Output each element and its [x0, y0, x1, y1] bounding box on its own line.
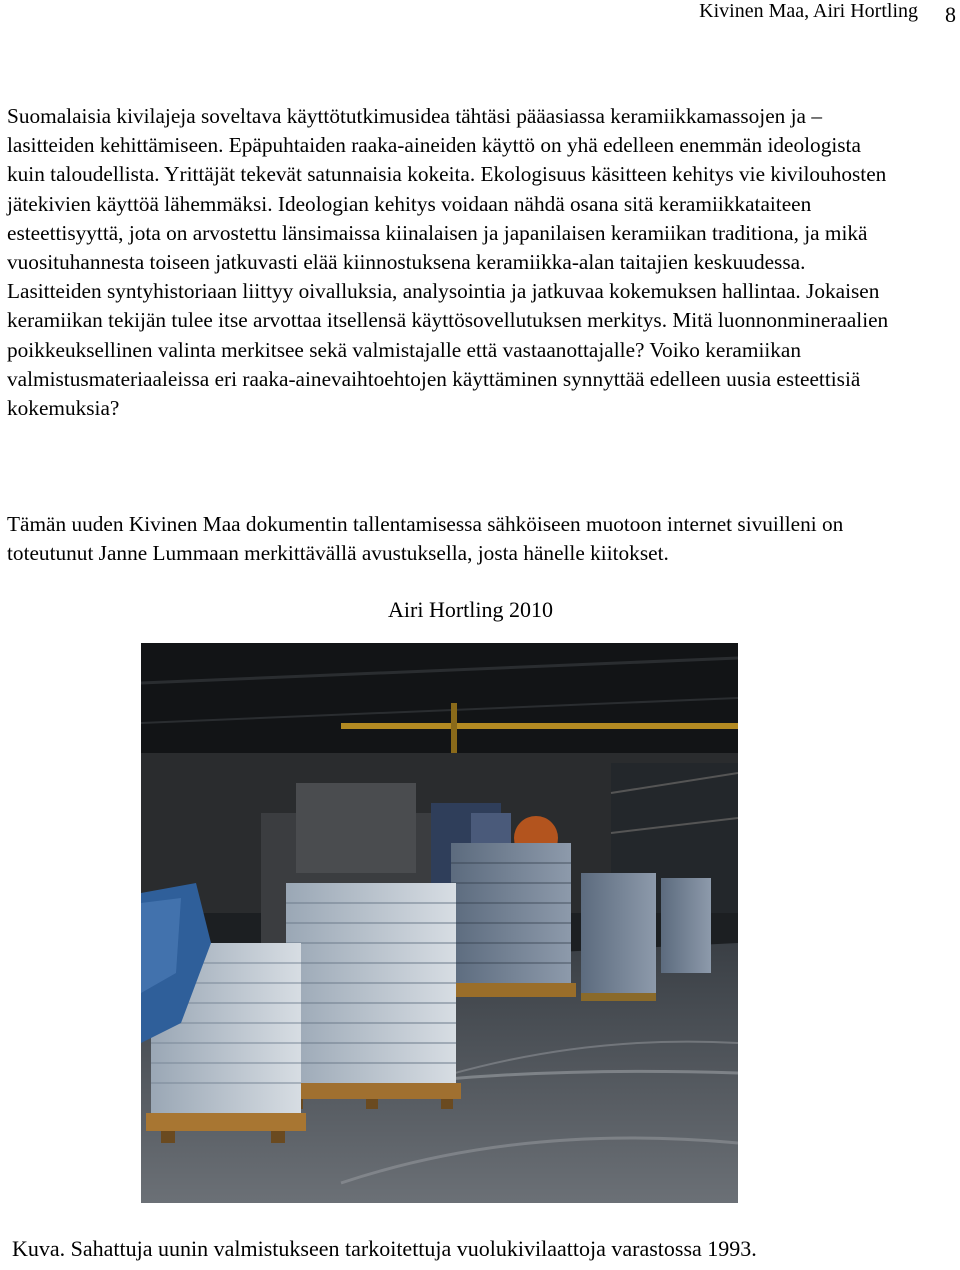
paragraph-2: Tämän uuden Kivinen Maa dokumentin tallentamisessa sähköiseen muotoon internet sivuilleni on toteutunut Janne Lummaan merkittävällä avustuksella, josta hänelle kiitokset. — [7, 512, 844, 566]
figure-caption: Kuva. Sahattuja uunin valmistukseen tarkoitettuja vuolukivilaattoja varastossa 1993. — [12, 1236, 757, 1261]
page-number: 8 — [945, 2, 956, 27]
page-header — [0, 0, 960, 30]
signature: Airi Hortling 2010 — [388, 597, 553, 622]
paragraph-1: Suomalaisia kivilajeja soveltava käyttötutkimusidea tähtäsi pääasiassa keramiikkamassojen ja – lasitteiden kehittämiseen. Epäpuhtaiden raaka-aineiden käyttö on yhä edelleen enemmän ideologista kuin taloudellista. Yrittäjät tekevät satunnaisia kokeita. Ekologisuus käsitteen kehitys vie kivilouhosten jätekivien käyttöä lähemmäksi. Ideologian kehitys voidaan nähdä osana sitä keramiikkataiteen esteettisyyttä, jota on arvostettu länsimaissa kiinalaisen ja japanilaisen keramiikan traditiona, ja mikä vuosituhannesta toiseen jatkuvasti elää kiinnostuksena keramiikka-alan taitajien keskuudessa. Lasitteiden syntyhistoriaan liittyy oivalluksia, analysointia ja jatkuvaa kokemuksen hallintaa. Jokaisen keramiikan tekijän tulee itse arvottaa itsellensä käyttösovellutuksen merkitys. Mitä luonnonmineraalien poikkeuksellinen valinta merkitsee sekä valmistajalle että vastaanottajalle? Voiko keramiikan valmistusmateriaaleissa eri raaka-ainevaihtoehtojen käyttäminen synnyttää edelleen uusia esteettisiä kokemuksia? — [7, 104, 889, 421]
warehouse-photo — [141, 643, 738, 1203]
running-title: Kivinen Maa, Airi Hortling — [699, 0, 918, 22]
